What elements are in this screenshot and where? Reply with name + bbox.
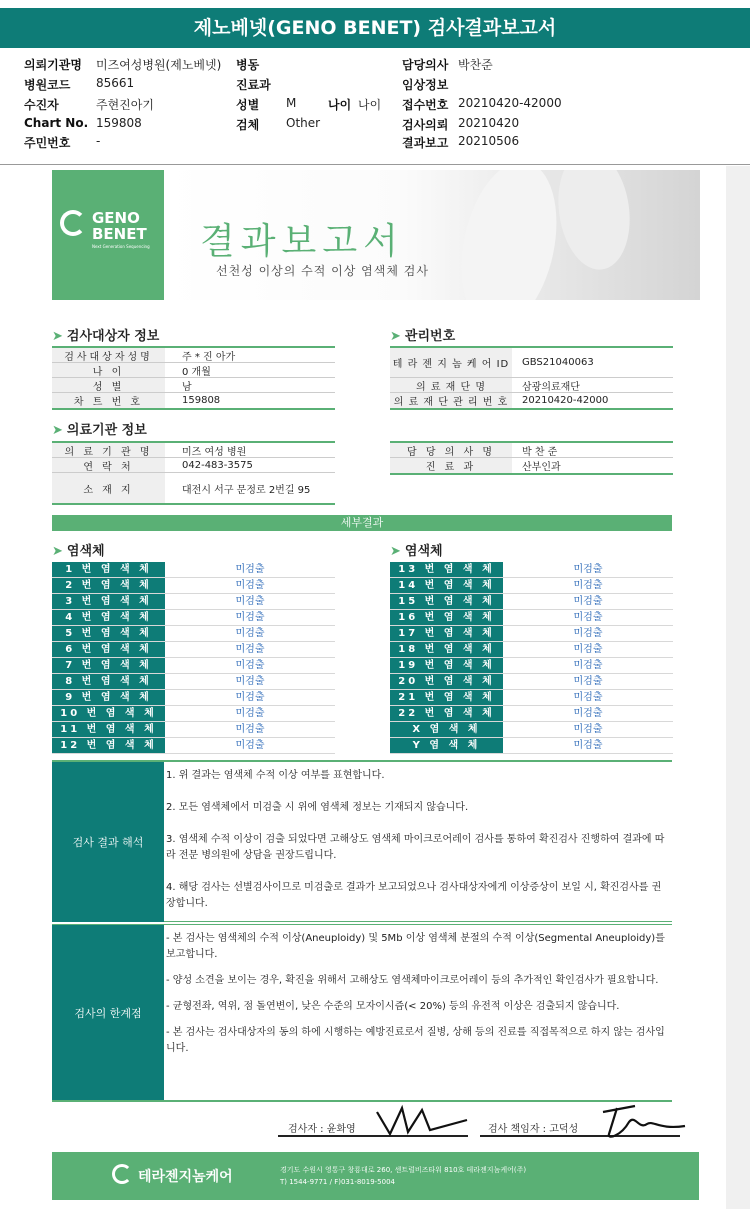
doctor-label: 담당의사 <box>402 58 449 72</box>
footer-brand: 테라젠지놈케어 <box>138 1169 233 1185</box>
limitations-box <box>52 924 672 1102</box>
chromosome-left-heading <box>52 540 105 559</box>
subject-value: 남 <box>182 381 192 393</box>
chromosome-row <box>390 594 673 610</box>
chromosome-row <box>390 690 673 706</box>
chromosome-result: 미검출 <box>573 708 603 719</box>
limitation-item: - 균형전좌, 역위, 점 돌연변이, 낮은 수준의 모자이시즘(< 20%) 등의 유전적 이상은 검출되지 않습니다. <box>166 1001 620 1012</box>
receipt-value: 20210420-42000 <box>458 96 562 110</box>
chart-value: 159808 <box>96 116 142 130</box>
institution-value: 042-483-3575 <box>182 459 253 471</box>
limitation-item: - 본 검사는 검사대상자의 동의 하에 시행하는 예방진료로서 질병, 상해 등의 진료를 직접목적으로 하지 않는 검사입니다. <box>166 1027 665 1054</box>
institution-key: 담 당 의 사 명 <box>390 443 512 457</box>
banner-title: 결과보고서 <box>200 221 404 262</box>
subject-heading-text: 검사대상자 정보 <box>66 329 160 344</box>
chromosome-name: 7 번 염 색 체 <box>52 658 165 673</box>
chromosome-name: 2 번 염 색 체 <box>52 578 165 593</box>
interpretation-item: 1. 위 결과는 염색체 수적 이상 여부를 표현합니다. <box>166 770 385 781</box>
interpretation-text <box>166 768 672 912</box>
chart-label: Chart No. <box>24 116 89 130</box>
institution-table <box>52 441 335 505</box>
chromosome-row <box>52 690 335 706</box>
chromosome-result: 미검출 <box>573 596 603 607</box>
chromosome-name: 11 번 염 색 체 <box>52 722 165 737</box>
institution-value: 박 찬 준 <box>522 446 558 458</box>
chromosome-result: 미검출 <box>573 676 603 687</box>
director-signature-image <box>595 1100 690 1142</box>
report-label: 결과보고 <box>402 136 449 150</box>
chromosome-name: X 염 색 체 <box>390 722 503 737</box>
report-footer <box>52 1152 699 1200</box>
table-row <box>52 443 335 458</box>
chromosome-result: 미검출 <box>573 564 603 575</box>
interpretation-item: 3. 염색체 수적 이상이 검출 되었다면 고해상도 염색체 마이크로어레이 검사를 통하여 확진검사 진행하여 결과에 따라 전문 병의원에 상담을 권장드립니다. <box>166 834 665 861</box>
table-row <box>52 363 335 378</box>
chromosome-name: 6 번 염 색 체 <box>52 642 165 657</box>
chromosome-row <box>390 706 673 722</box>
chromosome-row <box>390 626 673 642</box>
subject-key: 성 별 <box>52 378 165 392</box>
chromosome-right-heading <box>390 540 443 559</box>
chromosome-name: 1 번 염 색 체 <box>52 562 165 577</box>
subject-value: 주 * 진 아가 <box>182 351 236 363</box>
chromosome-name: 22 번 염 색 체 <box>390 706 503 721</box>
chromosome-name: 18 번 염 색 체 <box>390 642 503 657</box>
chromosome-result: 미검출 <box>235 724 265 735</box>
chevron-right-icon: ➤ <box>390 329 401 344</box>
age-label: 나이 <box>328 98 352 112</box>
request-value: 20210420 <box>458 116 520 130</box>
chromosome-row <box>390 578 673 594</box>
tester-signature-image <box>372 1102 472 1142</box>
limitation-item: - 본 검사는 염색체의 수적 이상(Aneuploidy) 및 5Mb 이상 염색체 분절의 수적 이상(Segmental Aneuploidy)를 보고합니다. <box>166 933 665 960</box>
chromosome-name: 4 번 염 색 체 <box>52 610 165 625</box>
doctor-value: 박찬준 <box>458 58 493 72</box>
mgmt-key: 의 료 재 단 관 리 번 호 <box>390 393 512 408</box>
chromosome-row <box>390 674 673 690</box>
rrn-value: - <box>96 134 101 148</box>
chromosome-result: 미검출 <box>573 724 603 735</box>
chromosome-table-left <box>52 562 335 754</box>
report-title: 제노베넷(GENO BENET) 검사결과보고서 <box>0 8 750 48</box>
chromosome-result: 미검출 <box>573 612 603 623</box>
code-label: 병원코드 <box>24 78 71 92</box>
chevron-right-icon: ➤ <box>52 544 63 559</box>
director-signature-label: 검사 책임자 : 고덕성 <box>488 1124 579 1135</box>
chromosome-row <box>52 738 335 754</box>
mgmt-value: 삼광의료재단 <box>522 381 580 393</box>
chromosome-row <box>390 642 673 658</box>
ward-label: 병동 <box>236 58 260 72</box>
chromosome-result: 미검출 <box>235 692 265 703</box>
patient-value: 주현진아기 <box>96 98 154 112</box>
table-row <box>390 378 673 393</box>
chromosome-name: 3 번 염 색 체 <box>52 594 165 609</box>
interpretation-item: 2. 모든 염색체에서 미검출 시 위에 염색체 정보는 기재되지 않습니다. <box>166 802 469 813</box>
chromosome-result: 미검출 <box>573 580 603 591</box>
chromosome-name: 17 번 염 색 체 <box>390 626 503 641</box>
chromosome-row <box>52 626 335 642</box>
table-row <box>52 378 335 393</box>
institution-key: 진 료 과 <box>390 458 512 473</box>
chromosome-row <box>52 578 335 594</box>
table-row <box>390 443 673 458</box>
institution-key: 연 락 처 <box>52 458 165 472</box>
chromosome-result: 미검출 <box>235 612 265 623</box>
chevron-right-icon: ➤ <box>52 423 63 438</box>
chromosome-row <box>52 642 335 658</box>
chromosome-name: 12 번 염 색 체 <box>52 738 165 753</box>
table-row <box>390 393 673 408</box>
header-divider <box>0 164 750 165</box>
chromosome-result: 미검출 <box>235 580 265 591</box>
chromosome-row <box>52 706 335 722</box>
chromosome-name: 5 번 염 색 체 <box>52 626 165 641</box>
logo-line2: BENET <box>92 225 147 243</box>
chromosome-name: 15 번 염 색 체 <box>390 594 503 609</box>
table-row <box>390 348 673 378</box>
institution-table-right <box>390 441 673 475</box>
chromosome-result: 미검출 <box>573 740 603 751</box>
table-row <box>390 458 673 473</box>
sex-value: M <box>286 96 297 110</box>
chromosome-result: 미검출 <box>573 692 603 703</box>
chromosome-name: 16 번 염 색 체 <box>390 610 503 625</box>
interpretation-box <box>52 760 672 922</box>
logo-text <box>92 210 147 242</box>
chromosome-name: Y 염 색 체 <box>390 738 503 753</box>
mgmt-value: GBS21040063 <box>522 357 594 368</box>
subject-table <box>52 346 335 410</box>
chromosome-result: 미검출 <box>235 564 265 575</box>
chromosome-result: 미검출 <box>573 628 603 639</box>
table-row <box>52 348 335 363</box>
chromosome-result: 미검출 <box>235 628 265 639</box>
table-row <box>52 458 335 473</box>
chromosome-result: 미검출 <box>235 708 265 719</box>
table-row <box>52 393 335 408</box>
terragen-logo-icon <box>112 1164 132 1184</box>
code-value: 85661 <box>96 76 135 90</box>
mgmt-section-heading <box>390 325 455 344</box>
dept-label: 진료과 <box>236 78 271 92</box>
interpretation-label: 검사 결과 해석 <box>52 762 164 922</box>
chromosome-heading-text: 염색체 <box>66 544 105 559</box>
limitation-item: - 양성 소견을 보이는 경우, 확진을 위해서 고해상도 염색체마이크로어레이 등의 추가적인 확인검사가 필요합니다. <box>166 975 659 986</box>
chromosome-row <box>52 722 335 738</box>
institution-key: 의 료 기 관 명 <box>52 443 165 457</box>
banner-subtitle: 선천성 이상의 수적 이상 염색체 검사 <box>216 264 429 278</box>
chevron-right-icon: ➤ <box>390 544 401 559</box>
limitations-text <box>166 931 672 1057</box>
chromosome-row <box>52 658 335 674</box>
chromosome-result: 미검출 <box>235 676 265 687</box>
chromosome-heading-text: 염색체 <box>404 544 443 559</box>
subject-key: 검사대상자성명 <box>52 348 165 362</box>
mgmt-key: 의 료 재 단 명 <box>390 378 512 392</box>
specimen-value: Other <box>286 116 321 130</box>
tester-signature-label: 검사자 : 윤화영 <box>288 1124 356 1135</box>
mgmt-heading-text: 관리번호 <box>404 329 456 344</box>
chromosome-row <box>52 610 335 626</box>
chromosome-table-right <box>390 562 673 754</box>
chromosome-name: 13 번 염 색 체 <box>390 562 503 577</box>
chromosome-result: 미검출 <box>235 644 265 655</box>
chromosome-row <box>390 610 673 626</box>
institution-value: 대전시 서구 문정로 2번길 95 <box>182 484 311 496</box>
logo-line1: GENO <box>92 209 140 227</box>
specimen-label: 검체 <box>236 118 260 132</box>
clinical-label: 임상정보 <box>402 78 449 92</box>
chromosome-name: 10 번 염 색 체 <box>52 706 165 721</box>
limitations-label: 검사의 한계점 <box>52 925 164 1100</box>
chromosome-name: 21 번 염 색 체 <box>390 690 503 705</box>
inst-value: 미즈여성병원(제노베넷) <box>96 58 222 72</box>
detail-results-bar: 세부결과 <box>52 515 672 531</box>
subject-key: 나 이 <box>52 363 165 377</box>
chromosome-row <box>52 594 335 610</box>
rrn-label: 주민번호 <box>24 136 71 150</box>
subject-section-heading <box>52 325 159 344</box>
logo-subtext: Next Generation Sequencing <box>92 244 150 249</box>
report-value: 20210506 <box>458 134 520 148</box>
institution-key: 소 재 지 <box>52 473 165 503</box>
chromosome-name: 9 번 염 색 체 <box>52 690 165 705</box>
patient-label: 수진자 <box>24 98 59 112</box>
chromosome-result: 미검출 <box>235 596 265 607</box>
subject-key: 차 트 번 호 <box>52 393 165 408</box>
chromosome-result: 미검출 <box>573 644 603 655</box>
table-row <box>52 473 335 503</box>
mgmt-table <box>390 346 673 410</box>
interpretation-item: 4. 해당 검사는 선별검사이므로 미검출로 결과가 보고되었으나 검사대상자에게 이상증상이 보일 시, 확진검사를 권장합니다. <box>166 882 662 909</box>
footer-address: 경기도 수원시 영통구 창룡대로 260, 센트럴비즈타워 810호 테라젠지놈케어(주) <box>280 1166 527 1174</box>
chromosome-row <box>390 658 673 674</box>
inst-label: 의뢰기관명 <box>24 58 82 72</box>
chromosome-row <box>390 722 673 738</box>
chromosome-result: 미검출 <box>235 740 265 751</box>
age-value: 나이 <box>358 98 382 112</box>
subject-value: 159808 <box>182 395 221 406</box>
chromosome-row <box>390 738 673 754</box>
chromosome-result: 미검출 <box>573 660 603 671</box>
chromosome-result: 미검출 <box>235 660 265 671</box>
mgmt-value: 20210420-42000 <box>522 395 609 406</box>
sex-label: 성별 <box>236 98 260 112</box>
report-header <box>0 52 750 164</box>
institution-value: 미즈 여성 병원 <box>182 446 247 458</box>
foot-illustration-2 <box>551 170 637 274</box>
chromosome-name: 20 번 염 색 체 <box>390 674 503 689</box>
chromosome-row <box>390 562 673 578</box>
chromosome-name: 8 번 염 색 체 <box>52 674 165 689</box>
institution-section-heading <box>52 419 147 438</box>
foot-illustration <box>447 170 570 300</box>
footer-phone: T) 1544-9771 / F)031-8019-5004 <box>280 1178 395 1186</box>
request-label: 검사의뢰 <box>402 118 449 132</box>
chevron-right-icon: ➤ <box>52 329 63 344</box>
receipt-label: 접수번호 <box>402 98 449 112</box>
mgmt-key: 테 라 젠 지 놈 케 어 ID <box>390 348 512 377</box>
institution-value: 산부인과 <box>522 462 561 473</box>
page-margin <box>726 166 750 1209</box>
chromosome-name: 14 번 염 색 체 <box>390 578 503 593</box>
footer-address-block <box>280 1164 526 1188</box>
chromosome-row <box>52 674 335 690</box>
chromosome-name: 19 번 염 색 체 <box>390 658 503 673</box>
chromosome-row <box>52 562 335 578</box>
subject-value: 0 개월 <box>182 366 211 378</box>
logo-mark-icon <box>60 210 86 236</box>
institution-heading-text: 의료기관 정보 <box>66 423 147 438</box>
